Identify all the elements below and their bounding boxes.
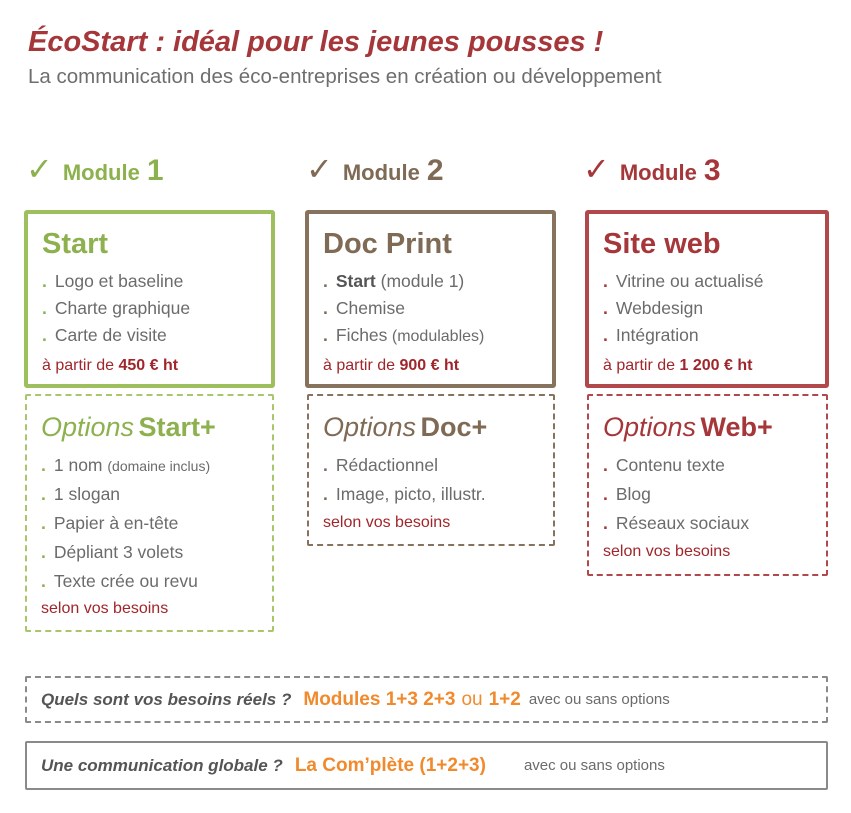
options-start-plus-card bbox=[25, 394, 274, 632]
list-item: . Start (module 1) bbox=[323, 271, 465, 291]
checkmark-icon: ✓ bbox=[306, 151, 333, 187]
options-list bbox=[41, 451, 210, 596]
price-value: 1 200 € ht bbox=[679, 357, 753, 374]
list-item: . Fiches (modulables) bbox=[323, 325, 485, 345]
list-item: . Intégration bbox=[603, 325, 699, 345]
module-2-card bbox=[305, 210, 556, 388]
list-item: . 1 slogan bbox=[41, 484, 121, 504]
options-footer: selon vos besoins bbox=[603, 543, 731, 560]
price-value: 450 € ht bbox=[118, 357, 179, 374]
card-title: Start bbox=[42, 228, 109, 260]
global-bar bbox=[25, 741, 828, 790]
price-line: à partir de 900 € ht bbox=[323, 357, 460, 374]
list-item: . Rédactionnel bbox=[323, 455, 439, 475]
list-item: . Chemise bbox=[323, 298, 405, 318]
module-2-heading bbox=[306, 150, 444, 188]
price-value: 900 € ht bbox=[399, 357, 460, 374]
options-title: Options Doc+ bbox=[323, 412, 488, 442]
options-note: avec ou sans options bbox=[528, 691, 670, 708]
options-doc-plus-card bbox=[307, 394, 555, 546]
module-number: 1 bbox=[146, 154, 164, 187]
module-number: 3 bbox=[703, 154, 721, 187]
list-item: . Carte de visite bbox=[42, 325, 167, 345]
checkmark-icon: ✓ bbox=[26, 151, 53, 187]
feature-list bbox=[323, 268, 484, 349]
global-question: Une communication globale ? bbox=[41, 755, 283, 775]
options-footer: selon vos besoins bbox=[323, 514, 451, 531]
list-item: . Contenu texte bbox=[603, 455, 725, 475]
module-label: Module bbox=[342, 160, 420, 185]
module-label: Module bbox=[62, 160, 140, 185]
price-line: à partir de 1 200 € ht bbox=[603, 357, 753, 374]
list-item: . Logo et baseline bbox=[42, 271, 184, 291]
options-footer: selon vos besoins bbox=[41, 600, 169, 617]
list-item: . Dépliant 3 volets bbox=[41, 542, 184, 562]
list-item: . Vitrine ou actualisé bbox=[603, 271, 764, 291]
needs-bar bbox=[25, 676, 828, 723]
complete-offer: La Com’plète (1+2+3) bbox=[294, 754, 486, 776]
needs-question: Quels sont vos besoins réels ? bbox=[41, 689, 292, 709]
page-subtitle: La communication des éco-entreprises en création ou développement bbox=[28, 65, 662, 88]
module-1-heading bbox=[26, 150, 164, 188]
list-item: . 1 nom (domaine inclus) bbox=[41, 455, 211, 475]
options-list bbox=[323, 451, 486, 509]
card-title: Site web bbox=[603, 228, 721, 260]
list-item: . Webdesign bbox=[603, 298, 704, 318]
options-list bbox=[603, 451, 749, 538]
options-web-plus-card bbox=[587, 394, 828, 576]
list-item: . Texte crée ou revu bbox=[41, 571, 198, 591]
options-title: Options Start+ bbox=[41, 412, 216, 442]
card-title: Doc Print bbox=[323, 228, 452, 260]
list-item: . Papier à en-tête bbox=[41, 513, 179, 533]
module-combos: Modules 1+3 2+3 bbox=[303, 688, 456, 710]
module-number: 2 bbox=[426, 154, 444, 187]
feature-list bbox=[42, 268, 190, 349]
module-combo-alt: 1+2 bbox=[488, 688, 521, 710]
list-item: . Charte graphique bbox=[42, 298, 191, 318]
list-item: . Image, picto, illustr. bbox=[323, 484, 486, 504]
or-word: ou bbox=[461, 688, 483, 710]
list-item: . Blog bbox=[603, 484, 651, 504]
module-3-heading bbox=[583, 150, 721, 188]
page-title: ÉcoStart : idéal pour les jeunes pousses ! bbox=[28, 26, 604, 58]
options-note: avec ou sans options bbox=[523, 757, 665, 774]
feature-list bbox=[603, 268, 763, 349]
list-item: . Réseaux sociaux bbox=[603, 513, 750, 533]
checkmark-icon: ✓ bbox=[583, 151, 610, 187]
module-1-card bbox=[24, 210, 275, 388]
module-3-card bbox=[585, 210, 829, 388]
module-label: Module bbox=[619, 160, 697, 185]
options-title: Options Web+ bbox=[603, 412, 773, 442]
price-line: à partir de 450 € ht bbox=[42, 357, 179, 374]
